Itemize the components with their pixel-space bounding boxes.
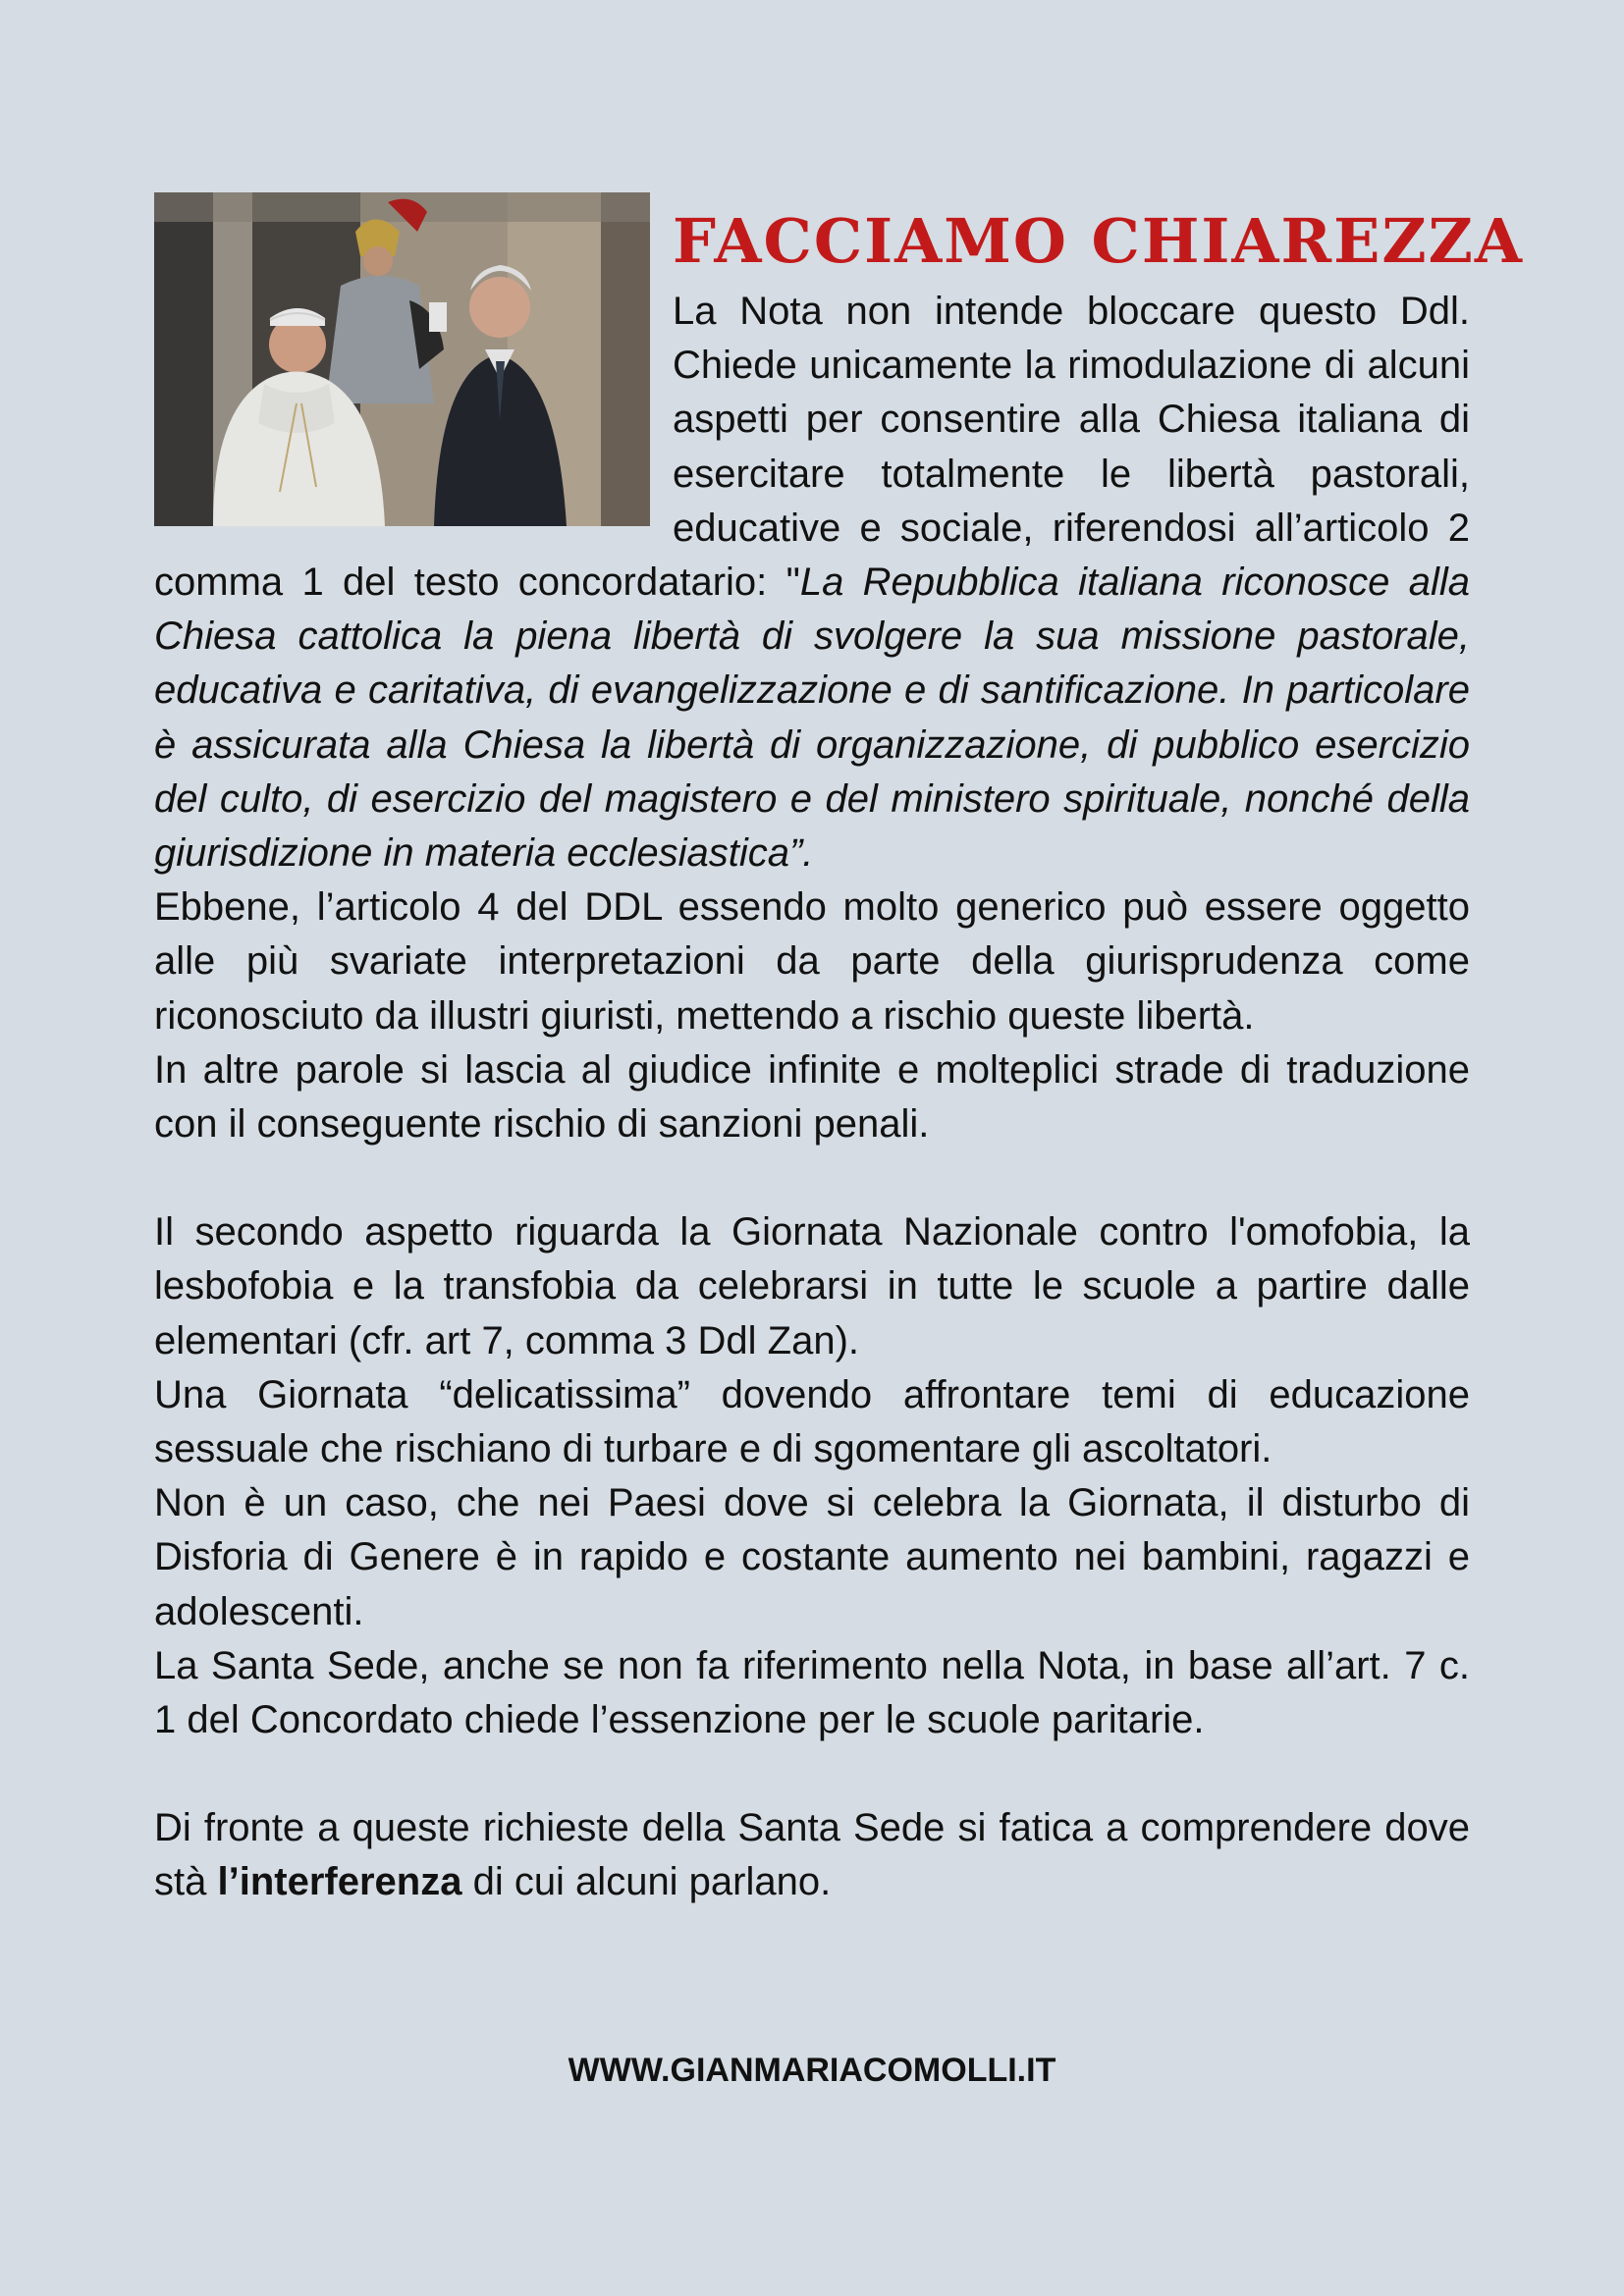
concordat-quote: La Repubblica italiana riconosce alla Chiesa cattolica la piena libertà di svolgere la sua missione pastorale, educativa e caritativa, di evangelizzazione e di santificazione. In particolare è assicurata alla Chiesa la libertà di organizzazione, di pubblico esercizio del culto, di esercizio del magistero e del ministero spirituale, nonché della giurisdizione in materia ecclesiastica”. [154, 561, 1471, 876]
page-title: FACCIAMO CHIAREZZA [673, 205, 1524, 277]
paragraph-spacer [154, 1151, 1470, 1205]
website-footer: WWW.GIANMARIACOMOLLI.IT [568, 2052, 1056, 2089]
paragraph-article-4: Ebbene, l’articolo 4 del DDL essendo molto generico può essere oggetto alle più svariate interpretazioni da parte della giurisprudenza come riconosciuto da illustri giuristi, mettendo a rischio queste libertà. [154, 885, 1470, 1038]
paragraph-disforia: Non è un caso, che nei Paesi dove si celebra la Giornata, il disturbo di Disforia di Genere è in rapido e costante aumento nei bambini, ragazzi e adolescenti. [154, 1481, 1470, 1633]
article [154, 192, 1524, 1910]
paragraph-giornata: Il secondo aspetto riguarda la Giornata Nazionale contro l'omofobia, la lesbofobia e la transfobia da celebrarsi in tutte le scuole a partire dalle elementari (cfr. art 7, comma 3 Ddl Zan). [154, 1210, 1470, 1362]
paragraph-intro-text: La Nota non intende bloccare questo Ddl. Chiede unicamente la rimodulazione di alcuni aspetti per consentire alla Chiesa italiana di esercitare totalmente le libertà pastorali, educative e sociale, riferendosi all’articolo 2 comma 1 del testo concordatario: " [154, 290, 1470, 605]
paragraph-spacer [154, 1747, 1470, 1801]
paragraph-conclusion-before: Di fronte a queste richieste della Santa Sede si fatica a comprendere dove stà [154, 1806, 1470, 1904]
paragraph-conclusion [154, 1801, 1470, 1909]
paragraph-delicatissima: Una Giornata “delicatissima” dovendo affrontare temi di educazione sessuale che rischiano di turbare e di sgomentare gli ascoltatori. [154, 1372, 1470, 1471]
paragraph-conclusion-after: di cui alcuni parlano. [461, 1860, 832, 1904]
photo-pope-president [154, 192, 650, 526]
paragraph-conclusion-bold: l’interferenza [217, 1860, 462, 1904]
photo-illustration [154, 192, 650, 526]
paragraph-santa-sede: La Santa Sede, anche se non fa riferimento nella Nota, in base all’art. 7 c. 1 del Concordato chiede l’essenzione per le scuole paritarie. [154, 1643, 1470, 1742]
paragraph-judge: In altre parole si lascia al giudice infinite e molteplici strade di traduzione con il conseguente rischio di sanzioni penali. [154, 1047, 1470, 1147]
